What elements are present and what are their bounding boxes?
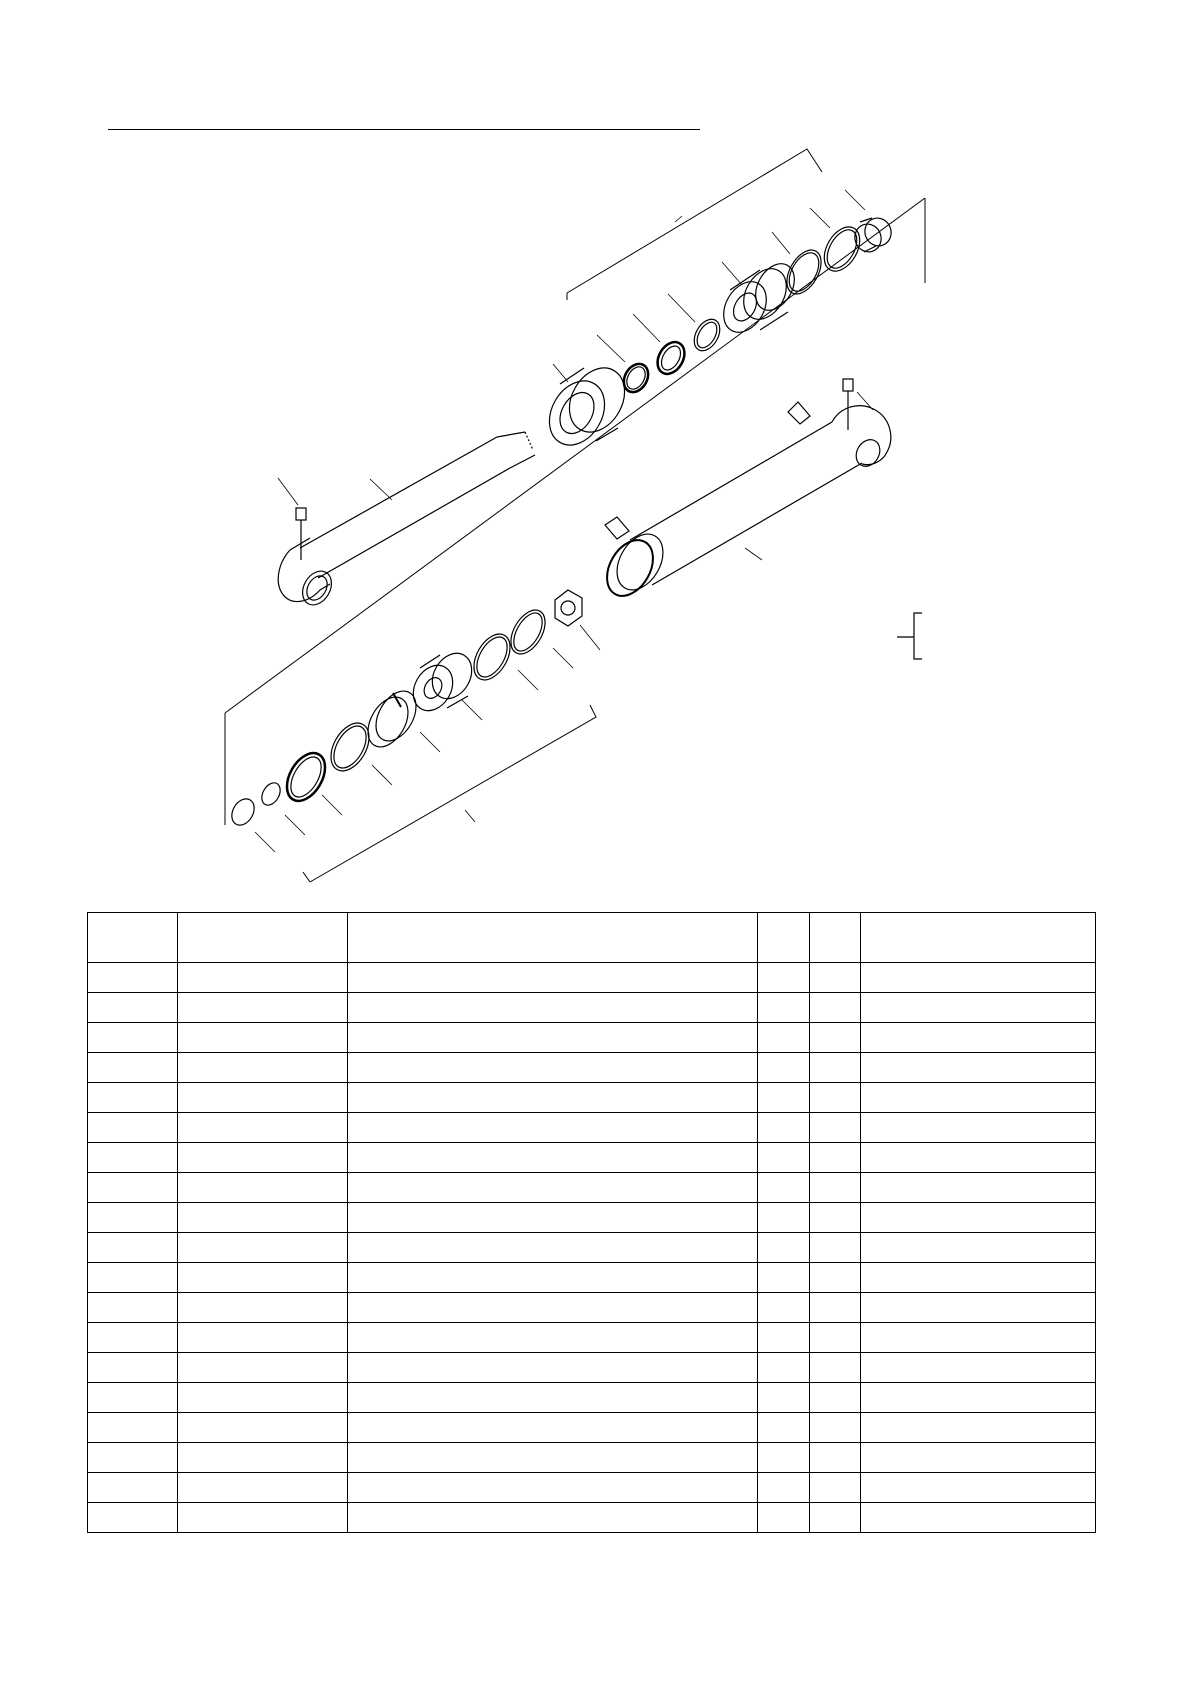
table-cell xyxy=(758,993,810,1023)
assembly-centerline xyxy=(225,198,925,713)
table-cell xyxy=(810,1473,861,1503)
table-row xyxy=(88,1173,1096,1203)
table-cell xyxy=(348,1173,758,1203)
lower-kit-bracket xyxy=(303,705,596,882)
table-cell xyxy=(348,1383,758,1413)
table-row xyxy=(88,1083,1096,1113)
table-cell xyxy=(178,1353,348,1383)
table-cell xyxy=(348,1053,758,1083)
table-cell xyxy=(810,1173,861,1203)
side-bracket-symbol xyxy=(897,613,922,659)
wear-ring xyxy=(360,684,424,754)
table-cell xyxy=(861,1263,1096,1293)
table-cell xyxy=(810,1353,861,1383)
table-cell xyxy=(348,1503,758,1533)
grease-fitting-barrel xyxy=(843,379,873,430)
table-cell xyxy=(810,1263,861,1293)
table-cell xyxy=(178,1143,348,1173)
table-cell xyxy=(88,1233,178,1263)
table-cell xyxy=(758,1443,810,1473)
piston-nut xyxy=(555,590,600,650)
table-cell xyxy=(758,1263,810,1293)
table-cell xyxy=(758,1023,810,1053)
grease-fitting-rod xyxy=(278,478,306,560)
table-cell xyxy=(758,1473,810,1503)
table-cell xyxy=(178,1413,348,1443)
table-cell xyxy=(758,1173,810,1203)
table-cell xyxy=(88,1113,178,1143)
table-cell xyxy=(178,1473,348,1503)
table-cell xyxy=(758,1053,810,1083)
rod-seal xyxy=(652,337,690,378)
table-cell xyxy=(178,1173,348,1203)
table-cell xyxy=(88,1053,178,1083)
table-cell xyxy=(861,1113,1096,1143)
table-cell xyxy=(861,1443,1096,1473)
o-ring-lower-1 xyxy=(504,604,552,660)
leader-lines xyxy=(255,190,865,852)
table-cell xyxy=(178,1053,348,1083)
table-cell xyxy=(810,1113,861,1143)
table-cell xyxy=(178,1113,348,1143)
table-cell xyxy=(88,1143,178,1173)
table-cell xyxy=(178,1263,348,1293)
table-cell xyxy=(88,1353,178,1383)
table-cell xyxy=(178,1203,348,1233)
table-row xyxy=(88,1473,1096,1503)
table-row xyxy=(88,1143,1096,1173)
table-cell xyxy=(88,1473,178,1503)
table-cell xyxy=(810,963,861,993)
table-row xyxy=(88,1293,1096,1323)
table-row xyxy=(88,1053,1096,1083)
table-cell xyxy=(348,1113,758,1143)
table-cell xyxy=(348,1263,758,1293)
table-cell xyxy=(88,1503,178,1533)
table-cell xyxy=(348,1233,758,1263)
table-cell xyxy=(758,1203,810,1233)
table-cell xyxy=(178,1233,348,1263)
table-cell xyxy=(178,1293,348,1323)
table-cell xyxy=(861,1353,1096,1383)
o-ring-upper-2 xyxy=(780,244,828,300)
gland-nut xyxy=(538,358,635,455)
table-cell xyxy=(810,1023,861,1053)
table-cell xyxy=(758,963,810,993)
o-ring-lower-2 xyxy=(467,628,518,686)
table-cell xyxy=(178,963,348,993)
table-cell xyxy=(348,1083,758,1113)
table-cell xyxy=(758,1293,810,1323)
table-cell xyxy=(861,1413,1096,1443)
table-cell xyxy=(758,1383,810,1413)
upper-kit-bracket xyxy=(567,149,822,300)
table-row xyxy=(88,1503,1096,1533)
table-cell xyxy=(861,1023,1096,1053)
table-cell xyxy=(178,1023,348,1053)
table-cell xyxy=(348,963,758,993)
table-row xyxy=(88,1113,1096,1143)
table-cell xyxy=(348,1353,758,1383)
table-body xyxy=(88,963,1096,1533)
table-cell xyxy=(861,1053,1096,1083)
table-cell xyxy=(861,1293,1096,1323)
table-cell xyxy=(88,1443,178,1473)
table-cell xyxy=(88,1413,178,1443)
table-cell xyxy=(348,1293,758,1323)
parts-list-table xyxy=(87,912,1096,1533)
table-cell xyxy=(810,1503,861,1533)
table-cell xyxy=(758,1143,810,1173)
table-cell xyxy=(348,1323,758,1353)
table-row xyxy=(88,1323,1096,1353)
table-cell xyxy=(810,1203,861,1233)
table-row xyxy=(88,993,1096,1023)
table-cell xyxy=(348,1443,758,1473)
table-cell xyxy=(88,1203,178,1233)
table-row xyxy=(88,1383,1096,1413)
backup-ring-lower-1 xyxy=(258,780,284,809)
table-cell xyxy=(348,1413,758,1443)
table-cell xyxy=(88,1293,178,1323)
table-cell xyxy=(861,993,1096,1023)
table-cell xyxy=(178,1383,348,1413)
table-cell xyxy=(178,1443,348,1473)
table-cell xyxy=(861,1203,1096,1233)
backup-ring-lower-2 xyxy=(227,795,258,829)
table-row xyxy=(88,1233,1096,1263)
table-cell xyxy=(861,1083,1096,1113)
table-cell xyxy=(810,1053,861,1083)
table-cell xyxy=(88,963,178,993)
column-header xyxy=(348,913,758,963)
table-cell xyxy=(348,993,758,1023)
table-cell xyxy=(861,1383,1096,1413)
table-cell xyxy=(178,1503,348,1533)
table-cell xyxy=(348,1143,758,1173)
table-cell xyxy=(178,1323,348,1353)
column-header xyxy=(758,913,810,963)
column-header xyxy=(178,913,348,963)
table-cell xyxy=(88,1323,178,1353)
table-row xyxy=(88,963,1096,993)
table-row xyxy=(88,1413,1096,1443)
table-cell xyxy=(861,1233,1096,1263)
table-cell xyxy=(861,1143,1096,1173)
table-cell xyxy=(810,1443,861,1473)
table-cell xyxy=(810,1323,861,1353)
cylinder-barrel xyxy=(598,402,891,604)
table-row xyxy=(88,1443,1096,1473)
table-cell xyxy=(810,1413,861,1443)
table-header-row xyxy=(88,913,1096,963)
table-cell xyxy=(861,1173,1096,1203)
table-cell xyxy=(88,1383,178,1413)
table-cell xyxy=(178,993,348,1023)
table-cell xyxy=(861,1503,1096,1533)
table-cell xyxy=(861,1473,1096,1503)
table-cell xyxy=(810,1233,861,1263)
table-cell xyxy=(810,1083,861,1113)
table-row xyxy=(88,1263,1096,1293)
table-cell xyxy=(810,1293,861,1323)
table-row xyxy=(88,1023,1096,1053)
o-ring-upper-1 xyxy=(817,221,867,278)
column-header xyxy=(810,913,861,963)
table-cell xyxy=(810,1143,861,1173)
table-row xyxy=(88,1353,1096,1383)
table-cell xyxy=(810,1383,861,1413)
table-cell xyxy=(88,1263,178,1293)
table-cell xyxy=(178,1083,348,1113)
table-cell xyxy=(88,993,178,1023)
table-cell xyxy=(348,1023,758,1053)
table-cell xyxy=(348,1203,758,1233)
table-cell xyxy=(758,1323,810,1353)
table-cell xyxy=(861,1323,1096,1353)
table-cell xyxy=(810,993,861,1023)
column-header xyxy=(88,913,178,963)
table-cell xyxy=(758,1413,810,1443)
piston-rod xyxy=(278,432,535,610)
table-cell xyxy=(758,1113,810,1143)
table-cell xyxy=(758,1233,810,1263)
table-cell xyxy=(88,1083,178,1113)
table-cell xyxy=(88,1173,178,1203)
table-cell xyxy=(758,1353,810,1383)
table-cell xyxy=(758,1503,810,1533)
table-cell xyxy=(758,1083,810,1113)
table-cell xyxy=(348,1473,758,1503)
column-header xyxy=(861,913,1096,963)
table-cell xyxy=(861,963,1096,993)
table-cell xyxy=(88,1023,178,1053)
table-row xyxy=(88,1203,1096,1233)
